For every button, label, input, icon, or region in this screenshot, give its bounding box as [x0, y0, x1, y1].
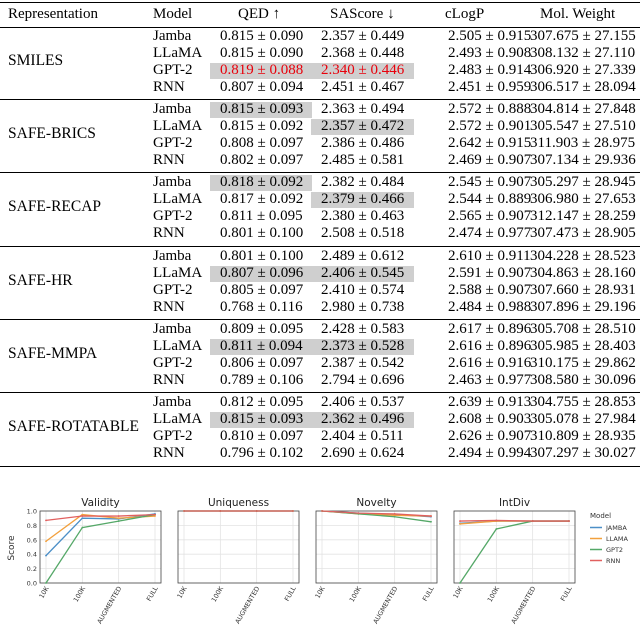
series-line-rnn — [460, 520, 569, 521]
x-tick-label: AUGMENTED — [95, 585, 124, 626]
molweight-cell: 307.675 ± 27.155 — [530, 28, 636, 44]
model-cell: LLaMA — [153, 45, 203, 61]
header-clogp: cLogP — [445, 6, 485, 22]
series-line-jamba — [46, 514, 155, 556]
data-point-rnn — [256, 510, 258, 512]
molweight-cell: 307.473 ± 28.905 — [530, 225, 636, 241]
header-sascore: SAScore ↓ — [330, 6, 395, 22]
clogp-cell: 2.474 ± 0.977 — [448, 225, 532, 241]
molweight-cell: 304.755 ± 28.853 — [530, 394, 636, 410]
clogp-cell: 2.493 ± 0.908 — [448, 45, 532, 61]
legend-label-jamba: JAMBA — [606, 524, 627, 532]
model-cell: RNN — [153, 372, 185, 388]
qed-cell: 0.805 ± 0.097 — [220, 282, 304, 298]
data-point-rnn — [357, 512, 359, 514]
group-rule — [0, 319, 640, 320]
data-point-rnn — [394, 513, 396, 515]
molweight-cell: 307.297 ± 30.027 — [530, 445, 636, 461]
bottom-rule — [0, 466, 640, 467]
data-point-rnn — [321, 510, 323, 512]
molweight-cell: 311.903 ± 28.975 — [530, 135, 636, 151]
clogp-cell: 2.484 ± 0.988 — [448, 299, 532, 315]
qed-cell: 0.815 ± 0.090 — [220, 28, 304, 44]
sascore-cell: 2.406 ± 0.537 — [321, 394, 405, 410]
data-point-gpt2 — [430, 521, 432, 523]
sascore-cell: 2.404 ± 0.511 — [321, 428, 404, 444]
molweight-cell: 306.980 ± 27.653 — [530, 191, 636, 207]
representation-label: SAFE-MMPA — [8, 345, 98, 362]
panel-frame — [316, 511, 437, 583]
clogp-cell: 2.505 ± 0.915 — [448, 28, 532, 44]
sascore-cell: 2.373 ± 0.528 — [321, 338, 405, 354]
x-tick-label: FULL — [420, 585, 436, 603]
sascore-cell: 2.508 ± 0.518 — [321, 225, 405, 241]
model-cell: LLaMA — [153, 265, 203, 281]
data-point-rnn — [219, 510, 221, 512]
model-cell: RNN — [153, 79, 185, 95]
model-cell: GPT-2 — [153, 135, 193, 151]
clogp-cell: 2.463 ± 0.977 — [448, 372, 532, 388]
model-cell: Jamba — [153, 101, 192, 117]
qed-cell: 0.808 ± 0.097 — [220, 135, 304, 151]
x-tick-label: 10K — [313, 585, 327, 600]
molweight-cell: 305.547 ± 27.510 — [530, 118, 636, 134]
qed-cell: 0.819 ± 0.088 — [220, 62, 304, 78]
data-point-gpt2 — [459, 582, 461, 584]
qed-cell: 0.802 ± 0.097 — [220, 152, 304, 168]
data-point-gpt2 — [118, 520, 120, 522]
panel-frame — [454, 511, 575, 583]
sascore-cell: 2.386 ± 0.486 — [321, 135, 405, 151]
x-tick-label: FULL — [282, 585, 298, 603]
molweight-cell: 305.297 ± 28.945 — [530, 174, 636, 190]
x-tick-label: 100K — [485, 585, 502, 604]
qed-cell: 0.818 ± 0.092 — [220, 174, 304, 190]
series-line-gpt2 — [460, 521, 569, 583]
molweight-cell: 305.985 ± 28.403 — [530, 338, 636, 354]
model-cell: Jamba — [153, 174, 192, 190]
qed-cell: 0.807 ± 0.096 — [220, 265, 304, 281]
header-representation: Representation — [8, 6, 98, 22]
qed-cell: 0.815 ± 0.090 — [220, 45, 304, 61]
sascore-cell: 2.428 ± 0.583 — [321, 321, 405, 337]
clogp-cell: 2.544 ± 0.889 — [448, 191, 532, 207]
clogp-cell: 2.639 ± 0.913 — [448, 394, 532, 410]
qed-cell: 0.796 ± 0.102 — [220, 445, 304, 461]
data-point-jamba — [81, 517, 83, 519]
panel-frame — [40, 511, 161, 583]
molweight-cell: 306.920 ± 27.339 — [530, 62, 636, 78]
molweight-cell: 306.517 ± 28.094 — [530, 79, 636, 95]
model-cell: Jamba — [153, 394, 192, 410]
qed-cell: 0.815 ± 0.093 — [220, 411, 304, 427]
qed-cell: 0.768 ± 0.116 — [220, 299, 303, 315]
molweight-cell: 312.147 ± 28.259 — [530, 208, 636, 224]
qed-cell: 0.801 ± 0.100 — [220, 225, 304, 241]
legend-label-rnn: RNN — [606, 557, 621, 565]
representation-label: SAFE-RECAP — [8, 198, 102, 215]
y-tick-label: 0.4 — [26, 550, 37, 559]
clogp-cell: 2.608 ± 0.903 — [448, 411, 532, 427]
model-cell: LLaMA — [153, 411, 203, 427]
model-cell: GPT-2 — [153, 355, 193, 371]
qed-cell: 0.809 ± 0.095 — [220, 321, 304, 337]
qed-cell: 0.815 ± 0.093 — [220, 101, 304, 117]
qed-cell: 0.812 ± 0.095 — [220, 394, 304, 410]
x-tick-label: AUGMENTED — [233, 585, 262, 626]
data-point-rnn — [81, 515, 83, 517]
x-tick-label: 10K — [37, 585, 51, 600]
data-point-rnn — [568, 520, 570, 522]
y-tick-label: 1.0 — [26, 507, 37, 516]
molweight-cell: 304.814 ± 27.848 — [530, 101, 636, 117]
model-cell: RNN — [153, 445, 185, 461]
representation-label: SAFE-HR — [8, 272, 73, 289]
model-cell: GPT-2 — [153, 428, 193, 444]
molweight-cell: 305.078 ± 27.984 — [530, 411, 636, 427]
x-tick-label: AUGMENTED — [371, 585, 400, 626]
sascore-cell: 2.980 ± 0.738 — [321, 299, 405, 315]
x-tick-label: 100K — [209, 585, 226, 604]
sascore-cell: 2.362 ± 0.496 — [321, 411, 405, 427]
panel-title: Novelty — [356, 497, 397, 509]
metrics-chart — [0, 488, 640, 628]
sascore-cell: 2.363 ± 0.494 — [321, 101, 405, 117]
representation-label: SAFE-ROTATABLE — [8, 418, 139, 435]
molweight-cell: 307.660 ± 28.931 — [530, 282, 636, 298]
model-cell: RNN — [153, 225, 185, 241]
model-cell: Jamba — [153, 248, 192, 264]
clogp-cell: 2.642 ± 0.915 — [448, 135, 532, 151]
sascore-cell: 2.451 ± 0.467 — [321, 79, 405, 95]
group-rule — [0, 172, 640, 173]
x-tick-label: 100K — [347, 585, 364, 604]
metrics-figure — [0, 488, 640, 628]
data-point-rnn — [430, 515, 432, 517]
clogp-cell: 2.469 ± 0.907 — [448, 152, 532, 168]
sascore-cell: 2.410 ± 0.574 — [321, 282, 405, 298]
model-cell: GPT-2 — [153, 282, 193, 298]
clogp-cell: 2.616 ± 0.916 — [448, 355, 532, 371]
clogp-cell: 2.545 ± 0.907 — [448, 174, 532, 190]
sascore-cell: 2.368 ± 0.448 — [321, 45, 405, 61]
data-point-rnn — [459, 520, 461, 522]
sascore-cell: 2.489 ± 0.612 — [321, 248, 405, 264]
series-line-gpt2 — [46, 515, 155, 583]
sascore-cell: 2.690 ± 0.624 — [321, 445, 405, 461]
molweight-cell: 305.708 ± 28.510 — [530, 321, 636, 337]
model-cell: Jamba — [153, 28, 192, 44]
sascore-cell: 2.387 ± 0.542 — [321, 355, 405, 371]
model-cell: Jamba — [153, 321, 192, 337]
data-point-rnn — [154, 514, 156, 516]
panel-title: Validity — [81, 497, 120, 509]
x-tick-label: 100K — [71, 585, 88, 604]
panel-title: IntDiv — [498, 497, 531, 509]
clogp-cell: 2.572 ± 0.901 — [448, 118, 532, 134]
clogp-cell: 2.617 ± 0.896 — [448, 321, 532, 337]
molweight-cell: 310.809 ± 28.935 — [530, 428, 636, 444]
y-tick-label: 0.8 — [26, 521, 37, 530]
sascore-cell: 2.340 ± 0.446 — [321, 62, 405, 78]
molweight-cell: 308.580 ± 30.096 — [530, 372, 636, 388]
sascore-cell: 2.379 ± 0.466 — [321, 191, 405, 207]
molweight-cell: 307.134 ± 29.936 — [530, 152, 636, 168]
clogp-cell: 2.572 ± 0.888 — [448, 101, 532, 117]
model-cell: RNN — [153, 152, 185, 168]
x-tick-label: FULL — [558, 585, 574, 603]
header-model: Model — [153, 6, 193, 22]
clogp-cell: 2.494 ± 0.994 — [448, 445, 532, 461]
model-cell: LLaMA — [153, 338, 203, 354]
qed-cell: 0.810 ± 0.097 — [220, 428, 304, 444]
legend-title: Model — [590, 512, 612, 520]
qed-cell: 0.815 ± 0.092 — [220, 118, 304, 134]
x-tick-label: FULL — [144, 585, 160, 603]
legend-label-gpt2: GPT2 — [606, 546, 624, 554]
model-cell: LLaMA — [153, 118, 203, 134]
sascore-cell: 2.357 ± 0.449 — [321, 28, 405, 44]
group-rule — [0, 392, 640, 393]
sascore-cell: 2.794 ± 0.696 — [321, 372, 405, 388]
data-point-rnn — [495, 519, 497, 521]
y-tick-label: 0.2 — [26, 565, 37, 574]
qed-cell: 0.811 ± 0.095 — [220, 208, 303, 224]
clogp-cell: 2.626 ± 0.907 — [448, 428, 532, 444]
x-tick-label: 10K — [451, 585, 465, 600]
data-point-rnn — [118, 515, 120, 517]
model-cell: RNN — [153, 299, 185, 315]
qed-cell: 0.806 ± 0.097 — [220, 355, 304, 371]
y-tick-label: 0.6 — [26, 536, 37, 545]
qed-cell: 0.811 ± 0.094 — [220, 338, 303, 354]
header-qed: QED ↑ — [238, 6, 281, 22]
y-axis-label: Score — [7, 535, 17, 561]
molweight-cell: 304.863 ± 28.160 — [530, 265, 636, 281]
molweight-cell: 308.132 ± 27.110 — [530, 45, 636, 61]
panel-title: Uniqueness — [207, 497, 270, 509]
clogp-cell: 2.451 ± 0.959 — [448, 79, 532, 95]
data-point-rnn — [183, 510, 185, 512]
clogp-cell: 2.591 ± 0.907 — [448, 265, 532, 281]
molweight-cell: 304.228 ± 28.523 — [530, 248, 636, 264]
top-rule — [0, 2, 640, 3]
data-point-jamba — [45, 555, 47, 557]
molweight-cell: 310.175 ± 29.862 — [530, 355, 636, 371]
data-point-gpt2 — [81, 527, 83, 529]
clogp-cell: 2.610 ± 0.911 — [448, 248, 531, 264]
header-molweight: Mol. Weight — [540, 6, 616, 22]
sascore-cell: 2.357 ± 0.472 — [321, 118, 405, 134]
data-point-gpt2 — [495, 528, 497, 530]
sascore-cell: 2.485 ± 0.581 — [321, 152, 405, 168]
clogp-cell: 2.483 ± 0.914 — [448, 62, 532, 78]
model-cell: GPT-2 — [153, 208, 193, 224]
model-cell: LLaMA — [153, 191, 203, 207]
x-tick-label: 10K — [175, 585, 189, 600]
representation-label: SAFE-BRICS — [8, 125, 96, 142]
data-point-llama — [118, 517, 120, 519]
group-rule — [0, 246, 640, 247]
qed-cell: 0.801 ± 0.100 — [220, 248, 304, 264]
representation-label: SMILES — [8, 52, 64, 69]
y-tick-label: 0.0 — [26, 579, 37, 588]
x-tick-label: AUGMENTED — [509, 585, 538, 626]
data-point-gpt2 — [394, 516, 396, 518]
data-point-llama — [45, 540, 47, 542]
model-cell: GPT-2 — [153, 62, 193, 78]
data-point-rnn — [292, 510, 294, 512]
qed-cell: 0.789 ± 0.106 — [220, 372, 304, 388]
data-point-llama — [459, 523, 461, 525]
sascore-cell: 2.406 ± 0.545 — [321, 265, 405, 281]
data-point-gpt2 — [45, 582, 47, 584]
legend-label-llama: LLAMA — [606, 535, 628, 543]
group-rule — [0, 99, 640, 100]
qed-cell: 0.817 ± 0.092 — [220, 191, 304, 207]
clogp-cell: 2.588 ± 0.907 — [448, 282, 532, 298]
sascore-cell: 2.380 ± 0.463 — [321, 208, 405, 224]
clogp-cell: 2.616 ± 0.896 — [448, 338, 532, 354]
sascore-cell: 2.382 ± 0.484 — [321, 174, 405, 190]
qed-cell: 0.807 ± 0.094 — [220, 79, 304, 95]
data-point-rnn — [45, 519, 47, 521]
panel-frame — [178, 511, 299, 583]
clogp-cell: 2.565 ± 0.907 — [448, 208, 532, 224]
molweight-cell: 307.896 ± 29.196 — [530, 299, 636, 315]
data-point-rnn — [532, 520, 534, 522]
